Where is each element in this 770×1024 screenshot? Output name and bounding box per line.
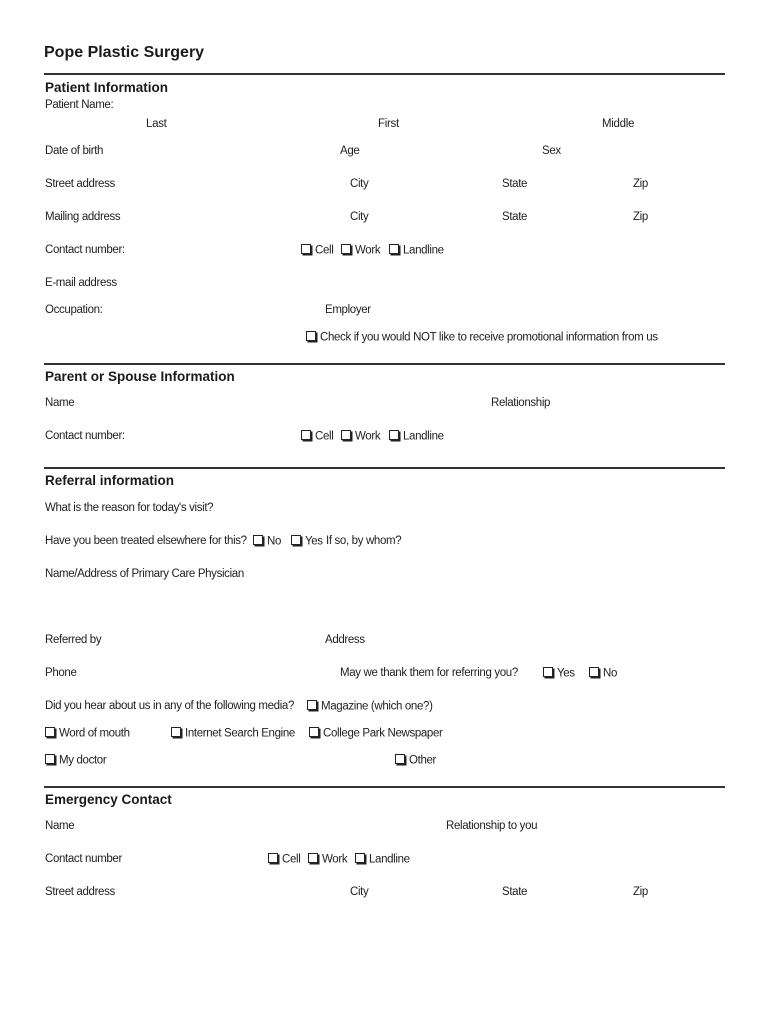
emergency-landline-label: Landline (369, 853, 410, 866)
mailing-state-label: State (502, 211, 528, 223)
landline-option[interactable] (389, 244, 444, 257)
parent-cell-label: Cell (315, 430, 334, 443)
mailing-zip-label: Zip (633, 211, 648, 223)
thank-yes-label: Yes (557, 667, 575, 680)
email-label: E-mail address (45, 277, 117, 289)
sex-label: Sex (542, 145, 561, 157)
emergency-landline-option[interactable] (355, 853, 410, 866)
treated-no-option[interactable] (253, 535, 281, 548)
cell-option[interactable] (301, 244, 333, 257)
my-doctor-option[interactable] (45, 754, 106, 767)
reason-label: What is the reason for today's visit? (45, 502, 214, 514)
section-divider (44, 363, 725, 365)
referrer-phone-label: Phone (45, 667, 77, 679)
parent-cell-option[interactable] (301, 430, 333, 443)
section-divider (44, 73, 725, 75)
word-of-mouth-checkbox[interactable] (45, 727, 55, 737)
referred-by-label: Referred by (45, 634, 102, 646)
cell-checkbox[interactable] (301, 244, 311, 254)
other-option[interactable] (395, 754, 436, 767)
emergency-work-option[interactable] (308, 853, 347, 866)
occupation-label: Occupation: (45, 304, 103, 316)
internet-option[interactable] (171, 727, 295, 740)
emergency-contact-label: Contact number (45, 853, 122, 865)
mailing-city-label: City (350, 211, 369, 223)
promo-optout-checkbox[interactable] (306, 331, 316, 341)
magazine-option[interactable] (307, 700, 433, 713)
parent-landline-checkbox[interactable] (389, 430, 399, 440)
parent-landline-option[interactable] (389, 430, 444, 443)
college-option[interactable] (309, 727, 443, 740)
state-label: State (502, 178, 528, 190)
my-doctor-label: My doctor (59, 754, 107, 767)
employer-label: Employer (325, 304, 371, 316)
parent-contact-label: Contact number: (45, 430, 125, 442)
thank-no-checkbox[interactable] (589, 667, 599, 677)
magazine-checkbox[interactable] (307, 700, 317, 710)
college-checkbox[interactable] (309, 727, 319, 737)
treated-label: Have you been treated elsewhere for this? (45, 535, 247, 547)
treated-yes-label: Yes (305, 535, 323, 548)
section-divider (44, 786, 725, 788)
thank-no-option[interactable] (589, 667, 617, 680)
emergency-name-label: Name (45, 820, 75, 832)
my-doctor-checkbox[interactable] (45, 754, 55, 764)
mailing-label: Mailing address (45, 211, 121, 223)
contact-label: Contact number: (45, 244, 125, 256)
last-name-caption: Last (146, 118, 167, 130)
city-label: City (350, 178, 369, 190)
emergency-section-heading: Emergency Contact (45, 792, 172, 807)
parent-work-checkbox[interactable] (341, 430, 351, 440)
word-of-mouth-label: Word of mouth (59, 727, 130, 740)
patient-name-label: Patient Name: (45, 99, 114, 111)
patient-section-heading: Patient Information (45, 80, 169, 95)
middle-name-caption: Middle (602, 118, 635, 130)
emergency-cell-checkbox[interactable] (268, 853, 278, 863)
emergency-state-label: State (502, 886, 528, 898)
work-label: Work (355, 244, 381, 257)
by-whom-label: If so, by whom? (326, 535, 402, 547)
landline-label: Landline (403, 244, 444, 257)
thank-yes-checkbox[interactable] (543, 667, 553, 677)
internet-checkbox[interactable] (171, 727, 181, 737)
promo-optout-label: Check if you would NOT like to receive promotional information from us (320, 331, 658, 344)
dob-label: Date of birth (45, 145, 104, 157)
emergency-relationship-label: Relationship to you (446, 820, 538, 832)
zip-label: Zip (633, 178, 648, 190)
college-label: College Park Newspaper (323, 727, 443, 740)
internet-label: Internet Search Engine (185, 727, 295, 740)
promo-optout-option[interactable] (306, 331, 658, 344)
word-of-mouth-option[interactable] (45, 727, 130, 740)
age-label: Age (340, 145, 360, 157)
pcp-label: Name/Address of Primary Care Physician (45, 568, 244, 580)
emergency-city-label: City (350, 886, 369, 898)
parent-work-label: Work (355, 430, 381, 443)
treated-yes-checkbox[interactable] (291, 535, 301, 545)
parent-cell-checkbox[interactable] (301, 430, 311, 440)
treated-yes-option[interactable] (291, 535, 323, 548)
magazine-label: Magazine (which one?) (321, 700, 433, 713)
emergency-work-checkbox[interactable] (308, 853, 318, 863)
emergency-cell-label: Cell (282, 853, 301, 866)
parent-work-option[interactable] (341, 430, 380, 443)
work-checkbox[interactable] (341, 244, 351, 254)
other-checkbox[interactable] (395, 754, 405, 764)
parent-section-heading: Parent or Spouse Information (45, 369, 235, 384)
treated-no-label: No (267, 535, 282, 548)
first-name-caption: First (378, 118, 399, 130)
treated-no-checkbox[interactable] (253, 535, 263, 545)
form-title: Pope Plastic Surgery (44, 44, 205, 61)
emergency-landline-checkbox[interactable] (355, 853, 365, 863)
media-label: Did you hear about us in any of the following media? (45, 700, 295, 712)
other-label: Other (409, 754, 437, 767)
parent-name-label: Name (45, 397, 75, 409)
emergency-cell-option[interactable] (268, 853, 300, 866)
emergency-zip-label: Zip (633, 886, 648, 898)
thank-yes-option[interactable] (543, 667, 575, 680)
thank-no-label: No (603, 667, 618, 680)
cell-label: Cell (315, 244, 334, 257)
thank-label: May we thank them for referring you? (340, 667, 518, 679)
section-divider (44, 467, 725, 469)
referral-section-heading: Referral information (45, 473, 175, 488)
emergency-street-label: Street address (45, 886, 115, 898)
work-option[interactable] (341, 244, 380, 257)
street-label: Street address (45, 178, 115, 190)
parent-landline-label: Landline (403, 430, 444, 443)
emergency-work-label: Work (322, 853, 348, 866)
referrer-address-label: Address (325, 634, 365, 646)
landline-checkbox[interactable] (389, 244, 399, 254)
parent-relationship-label: Relationship (491, 397, 551, 409)
